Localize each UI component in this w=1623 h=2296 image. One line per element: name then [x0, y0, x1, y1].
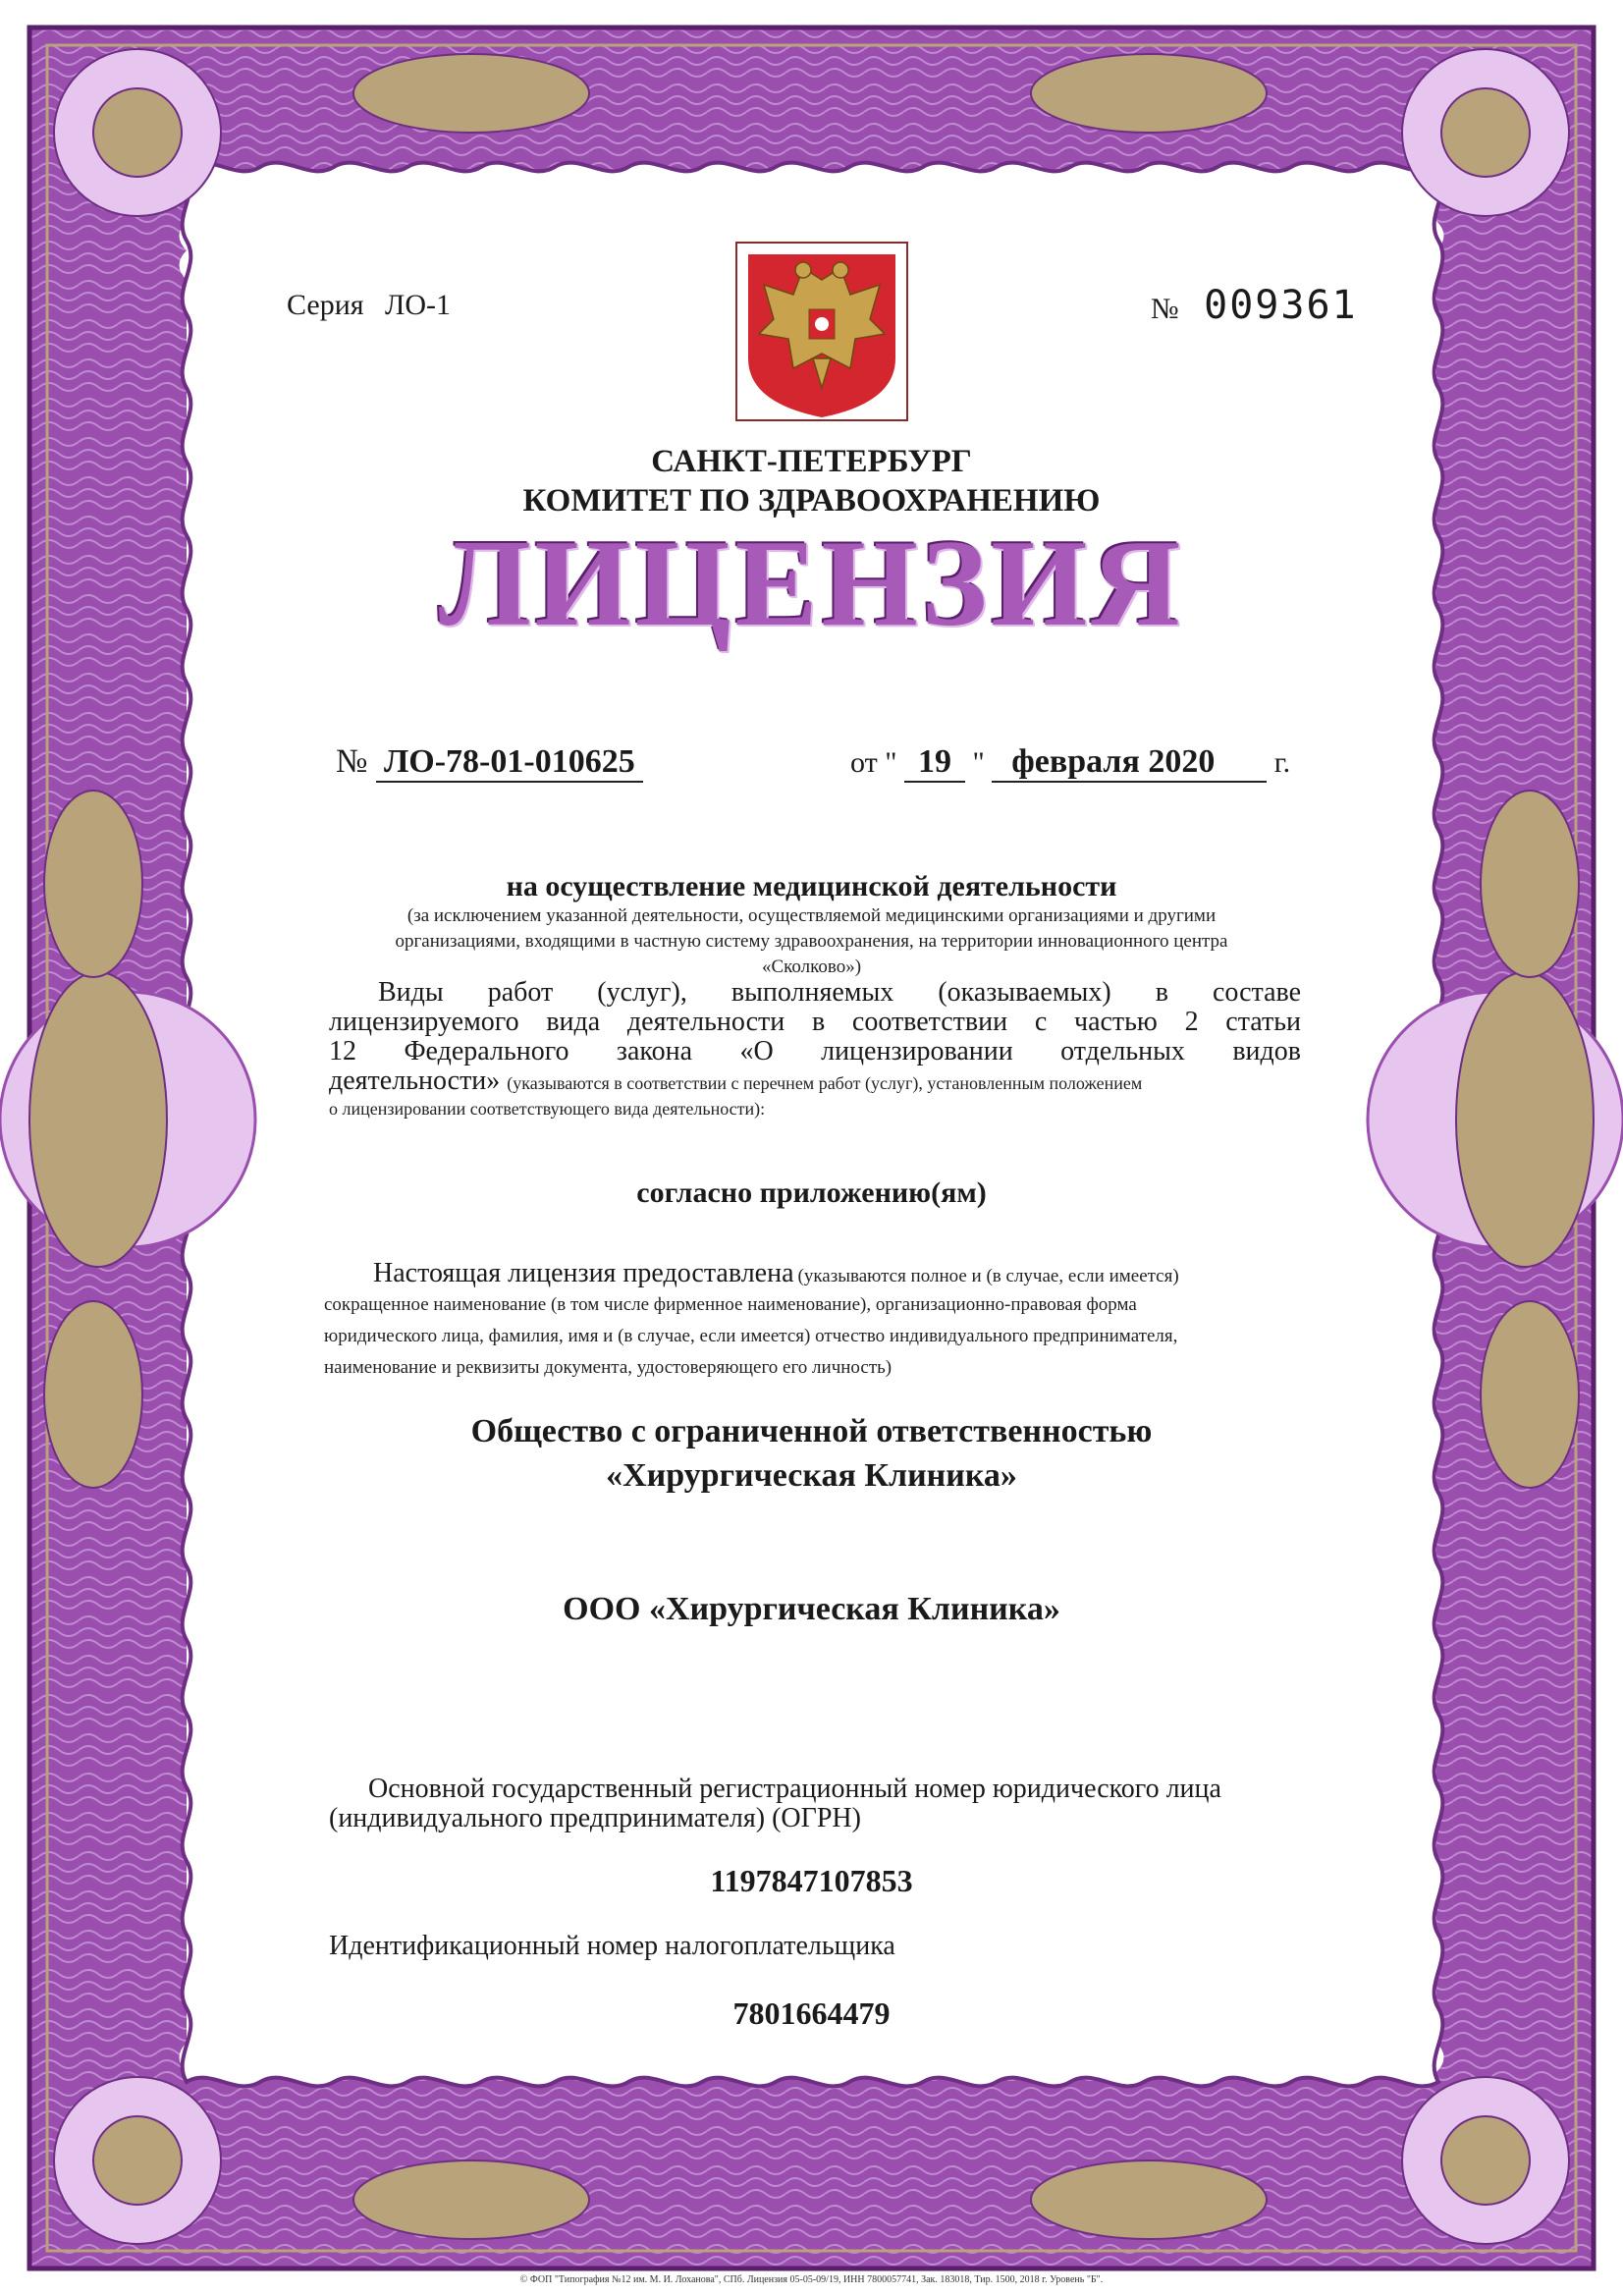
- quote-close: ": [972, 746, 985, 779]
- license-number-symbol: №: [336, 743, 368, 780]
- licensee-full-name-line-1: Общество с ограниченной ответственностью: [470, 1413, 1153, 1449]
- blank-number: 009361: [1204, 283, 1358, 328]
- activity-heading: на осуществление медицинской деятельности: [506, 870, 1117, 902]
- per-annex: согласно приложению(ям): [636, 1176, 987, 1209]
- year-suffix: г.: [1273, 746, 1291, 779]
- inn-label: Идентификационный номер налогоплательщика: [329, 1931, 895, 1961]
- works-line-3: 12 Федерального закона «О лицензировании отдельных видов: [329, 1036, 1301, 1066]
- series-value: ЛО-1: [385, 289, 452, 321]
- granted-paragraph: [324, 1259, 1306, 1384]
- series-label: Серия: [287, 289, 364, 321]
- granted-main: Настоящая лицензия предоставлена: [373, 1258, 794, 1288]
- works-paragraph: [329, 978, 1301, 1121]
- works-line-4-main: деятельности»: [329, 1066, 501, 1096]
- works-line-1: Виды работ (услуг), выполняемых (оказываемых) в составе: [378, 977, 1301, 1008]
- licensee-full-name: [295, 1409, 1328, 1498]
- quote-open: ": [885, 746, 897, 779]
- ogrn-label: [329, 1775, 1301, 1833]
- activity-note-line-2: организациями, входящими в частную систему здравоохранения, на территории инновационного центра: [395, 931, 1228, 952]
- licensee-short-name: ООО «Хирургическая Клиника»: [563, 1591, 1060, 1627]
- blank-number-line: [1151, 283, 1358, 328]
- licensee-full-name-line-2: «Хирургическая Клиника»: [606, 1457, 1017, 1494]
- license-number-line: [336, 743, 643, 783]
- works-line-2: лицензируемого вида деятельности в соответствии с частью 2 статьи: [329, 1007, 1301, 1037]
- ogrn-label-line-1: Основной государственный регистрационный номер юридического лица: [368, 1774, 1221, 1804]
- issuer-authority: КОМИТЕТ ПО ЗДРАВООХРАНЕНИЮ: [522, 483, 1101, 519]
- license-day: 19: [904, 743, 965, 783]
- ogrn-value: 1197847107853: [710, 1863, 913, 1898]
- inn-value: 7801664479: [732, 1995, 891, 2031]
- series-line: [287, 291, 451, 320]
- granted-note-3: юридического лица, фамилия, имя и (в случае, если имеется) отчество индивидуального предпринимателя,: [324, 1326, 1178, 1346]
- granted-note-1: (указываются полное и (в случае, если имеется): [797, 1266, 1179, 1286]
- license-month-year: февраля 2020: [992, 743, 1267, 783]
- license-date-line: [850, 743, 1290, 783]
- granted-note-4: наименование и реквизиты документа, удостоверяющего его личность): [324, 1357, 893, 1378]
- works-line-4: [329, 1066, 1301, 1096]
- granted-note-2: сокращенное наименование (в том числе фирменное наименование), организационно-правовая форма: [324, 1294, 1137, 1315]
- activity-note-line-1: (за исключением указанной деятельности, осуществляемой медицинскими организациями и другими: [406, 905, 1217, 926]
- number-symbol: №: [1151, 293, 1179, 325]
- activity-note: [295, 903, 1328, 980]
- ogrn-label-line-2: (индивидуального предпринимателя) (ОГРН): [329, 1803, 861, 1833]
- document-title: ЛИЦЕНЗИЯ: [438, 516, 1185, 652]
- works-line-4-note: (указываются в соответствии с перечнем работ (услуг), установленным положением: [507, 1073, 1143, 1093]
- activity-note-line-3: «Сколково»): [761, 957, 862, 977]
- coat-of-arms-icon: [734, 241, 909, 422]
- works-line-5: о лицензировании соответствующего вида деятельности):: [329, 1099, 766, 1119]
- license-number: ЛО-78-01-010625: [376, 743, 643, 783]
- printer-imprint: © ФОП "Типография №12 им. М. И. Лоханова", СПб. Лицензия 05-05-09/19, ИНН 7800057741, Зак. 183018, Тир. 1500, 2018 г. Уровень "Б".: [519, 2274, 1104, 2285]
- issuer-city: САНКТ-ПЕТЕРБУРГ: [651, 444, 972, 479]
- date-prefix: от: [850, 746, 878, 779]
